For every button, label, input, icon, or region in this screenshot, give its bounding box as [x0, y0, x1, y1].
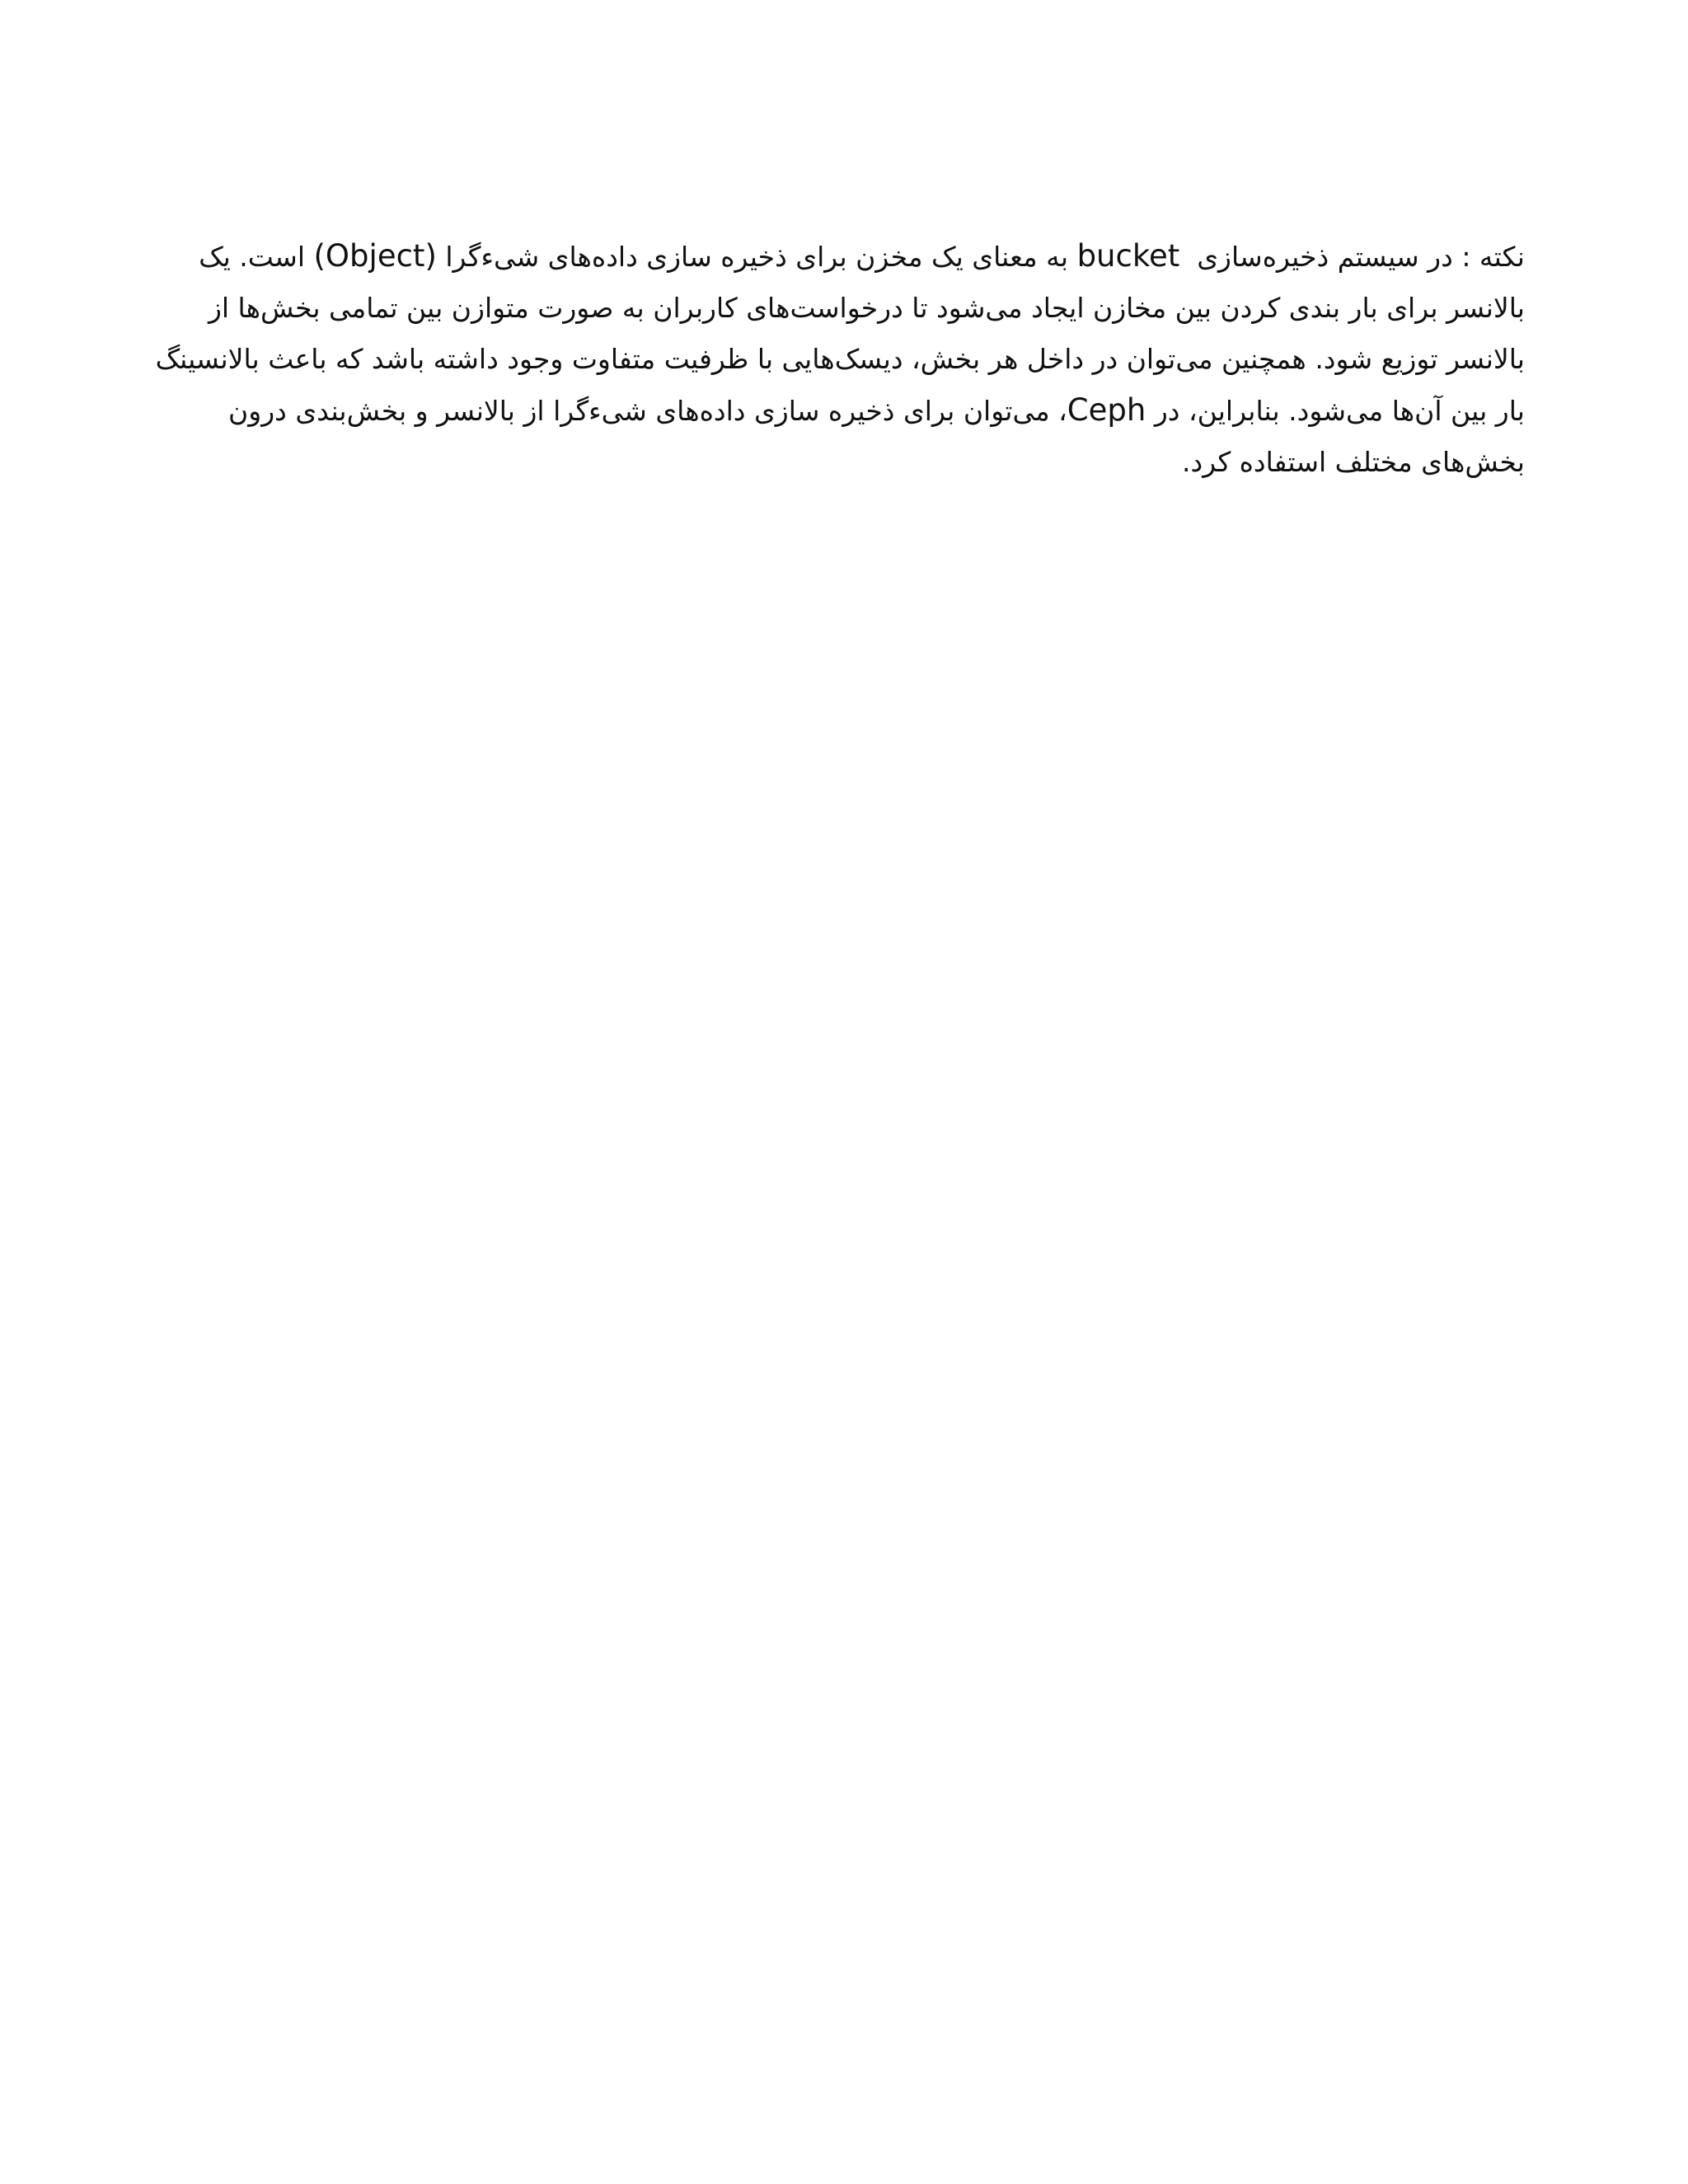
note-text-3: است. یک بالانسر برای بار بندی کردن بین مخازن ایجاد می‌شود تا درخواست‌های کاربران به صورت متوازن بین تمامی بخش‌ها از بالانسر توزیع شود. همچنین می‌توان در داخل هر بخش، دیسک‌هایی با ظرفیت متفاوت وجود داشته باشد که باعث بالانسینگ بار بین آن‌ها می‌شود. بنابراین، در [155, 241, 1525, 427]
term-ceph: Ceph [1067, 392, 1146, 428]
term-bucket: bucket [1076, 238, 1180, 274]
note-paragraph [155, 231, 1525, 488]
note-text-1: در سیستم ذخیره‌سازی [1197, 241, 1453, 273]
term-object: (Object) [313, 238, 437, 274]
note-text-2: به معنای یک مخزن برای ذخیره سازی داده‌های شیءگرا [445, 241, 1069, 273]
note-label: نکته : [1452, 241, 1525, 273]
note-text-4: ، می‌توان برای ذخیره سازی داده‌های شیءگرا از بالانسر و بخش‌بندی درون بخش‌های مختلف استفاده کرد. [228, 395, 1525, 478]
